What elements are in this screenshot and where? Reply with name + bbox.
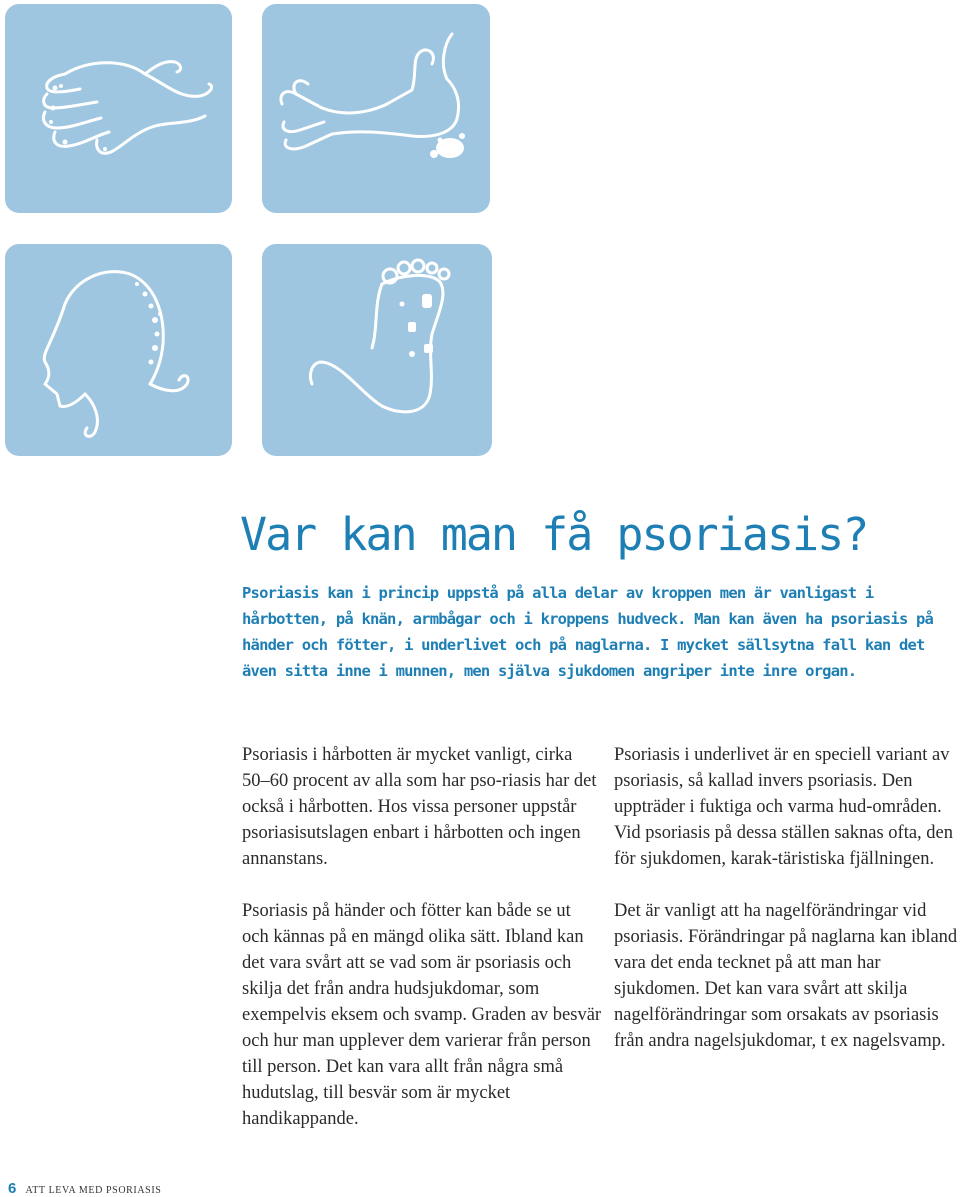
foot-icon	[262, 244, 492, 456]
right-column	[614, 742, 960, 1080]
intro-paragraph: Psoriasis kan i princip uppstå på alla delar av kroppen men är vanligast i hårbotten, på knän, armbågar och i kroppens hudveck. Man kan även ha psoriasis på händer och fötter, i underlivet och på naglarna. I mycket sällsytna fall kan det även sitta inne i munnen, men själva sjukdomen angriper inte inre organ.	[242, 584, 934, 680]
running-title: ATT LEVA MED PSORIASIS	[25, 1185, 162, 1196]
foot-illustration-tile	[262, 244, 492, 456]
paragraph-scalp: Psoriasis i hårbotten är mycket vanligt, cirka 50–60 procent av alla som har pso-riasis har det också i hårbotten. Hos vissa personer uppstår psoriasisutslagen enbart i hårbotten och ingen annanstans.	[242, 745, 597, 869]
head-illustration-tile	[5, 244, 232, 456]
left-column	[242, 742, 602, 1158]
head-scalp-icon	[5, 244, 232, 456]
arm-illustration-tile	[262, 4, 490, 213]
page-number: 6	[8, 1180, 17, 1197]
page-footer	[8, 1180, 161, 1197]
paragraph-hands-feet: Psoriasis på händer och fötter kan både se ut och kännas på en mängd olika sätt. Ibland kan det vara svårt att se vad som är psoriasis och skilja det från andra hudsjukdomar, som exempelvis eksem och svamp. Graden av besvär och hur man upplever dem varierar från person till person. Det kan vara allt från några små hudutslag, till besvär som är mycket handikappande.	[242, 901, 602, 1129]
hand-illustration-tile	[5, 4, 232, 213]
arm-elbow-icon	[262, 4, 490, 213]
hand-icon	[5, 4, 232, 213]
page-title: Var kan man få psoriasis?	[240, 508, 868, 561]
paragraph-nails: Det är vanligt att ha nagelförändringar vid psoriasis. Förändringar på naglarna kan ibland vara det enda tecknet på att man har sjukdomen. Det kan vara svårt att skilja nagelförändringar som orsakats av psoriasis från andra nagelsjukdomar, t ex nagelsvamp.	[614, 901, 958, 1051]
paragraph-genital: Psoriasis i underlivet är en speciell variant av psoriasis, så kallad invers psoriasis. Den uppträder i fuktiga och varma hud-områden. Vid psoriasis på dessa ställen saknas ofta, den för sjukdomen, karak-täristiska fjällningen.	[614, 745, 954, 869]
